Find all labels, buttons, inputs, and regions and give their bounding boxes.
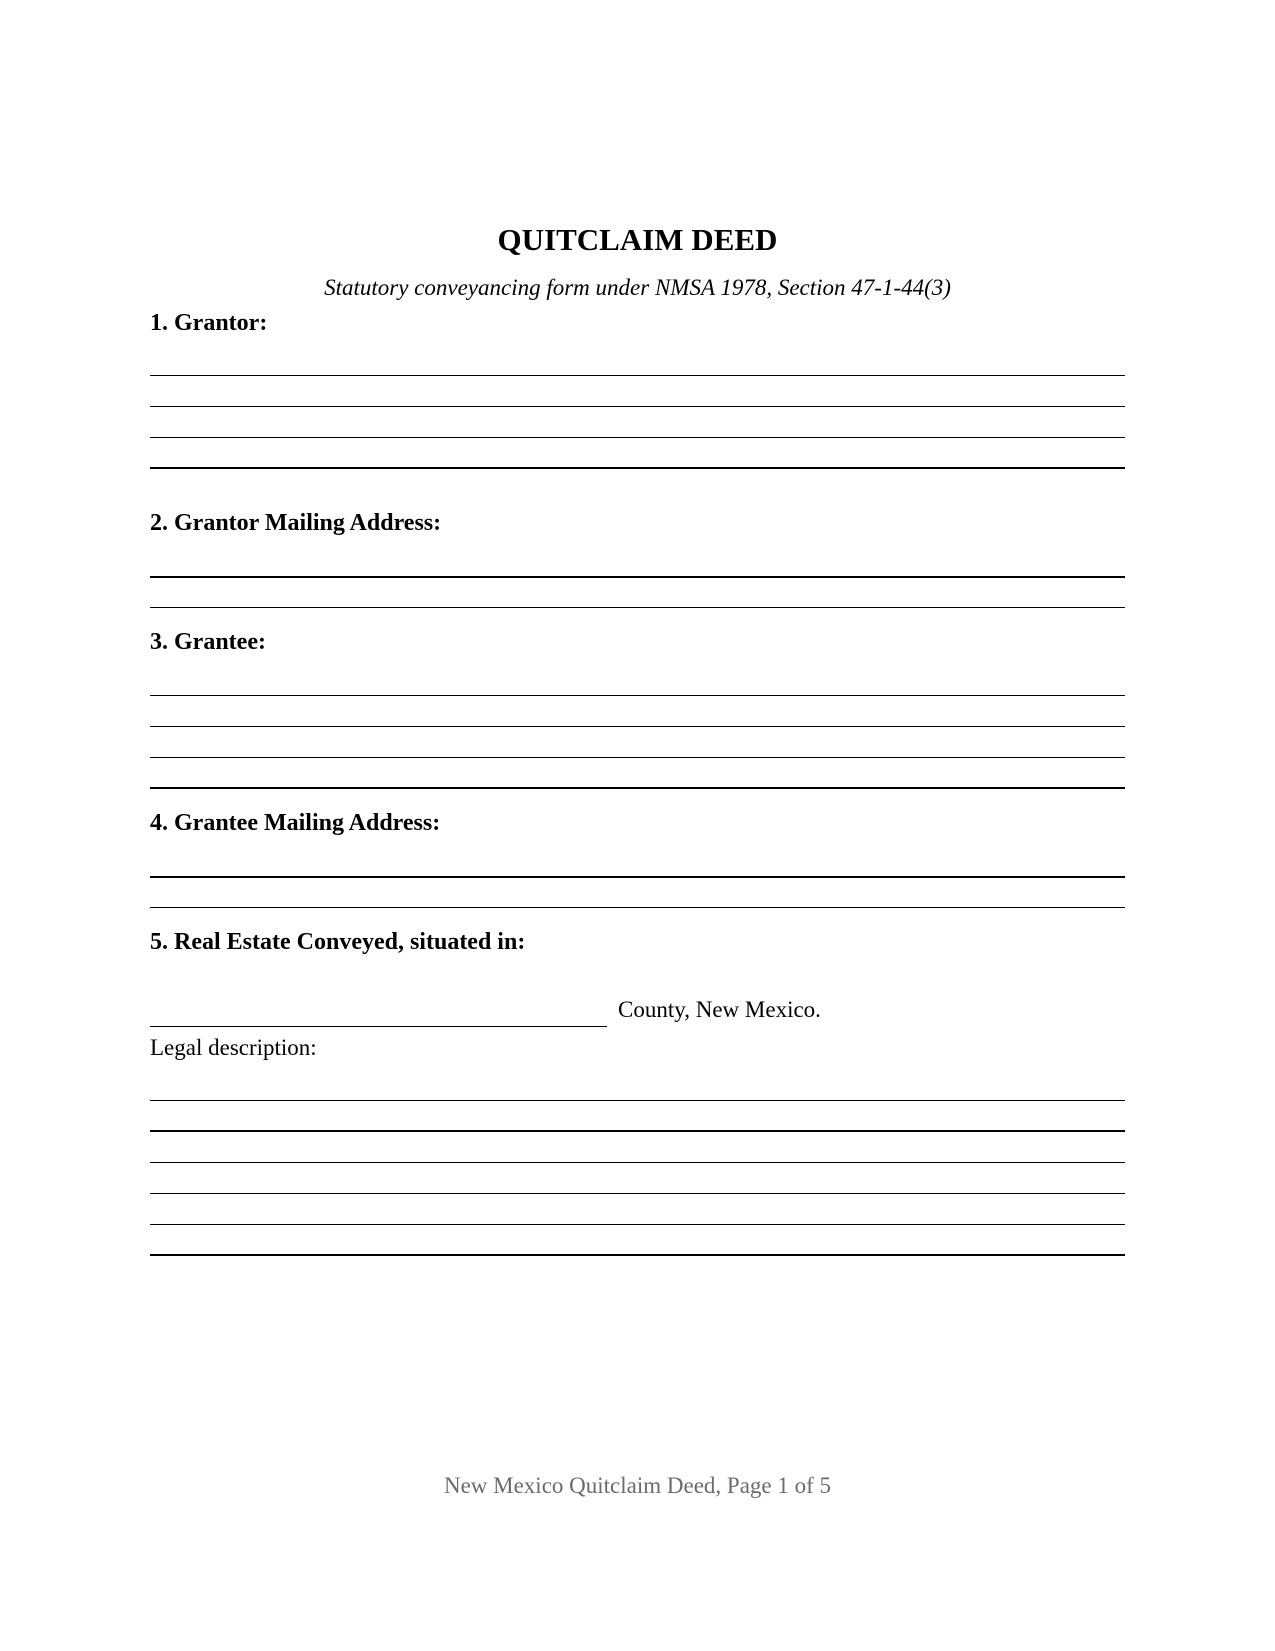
grantor-line-1[interactable] — [150, 375, 1125, 376]
grantor-heading: 1. Grantor: — [150, 310, 268, 336]
grantor-line-3[interactable] — [150, 437, 1125, 438]
county-name-line[interactable] — [150, 1026, 607, 1027]
grantee-address-heading: 4. Grantee Mailing Address: — [150, 810, 441, 836]
grantor-address-line-1[interactable] — [150, 576, 1125, 578]
legal-description-line-1[interactable] — [150, 1100, 1125, 1101]
legal-description-line-4[interactable] — [150, 1193, 1125, 1194]
legal-description-line-3[interactable] — [150, 1162, 1125, 1163]
legal-description-label: Legal description: — [150, 1035, 317, 1060]
grantee-address-line-1[interactable] — [150, 876, 1125, 878]
real-estate-heading: 5. Real Estate Conveyed, situated in: — [150, 929, 526, 955]
grantee-line-1[interactable] — [150, 695, 1125, 696]
grantee-line-4[interactable] — [150, 787, 1125, 789]
legal-description-line-6[interactable] — [150, 1254, 1125, 1256]
document-subtitle: Statutory conveyancing form under NMSA 1978, Section 47-1-44(3) — [324, 275, 951, 300]
grantee-heading: 3. Grantee: — [150, 629, 266, 655]
legal-description-line-2[interactable] — [150, 1130, 1125, 1132]
grantee-address-line-2[interactable] — [150, 907, 1125, 908]
grantor-line-2[interactable] — [150, 406, 1125, 407]
legal-description-line-5[interactable] — [150, 1224, 1125, 1225]
county-suffix-text: County, New Mexico. — [618, 997, 821, 1022]
page-footer: New Mexico Quitclaim Deed, Page 1 of 5 — [443, 1473, 832, 1498]
grantor-line-4[interactable] — [150, 467, 1125, 469]
grantee-line-3[interactable] — [150, 757, 1125, 758]
document-title: QUITCLAIM DEED — [497, 222, 778, 257]
grantor-address-heading: 2. Grantor Mailing Address: — [150, 510, 442, 536]
grantor-address-line-2[interactable] — [150, 607, 1125, 608]
grantee-line-2[interactable] — [150, 726, 1125, 727]
